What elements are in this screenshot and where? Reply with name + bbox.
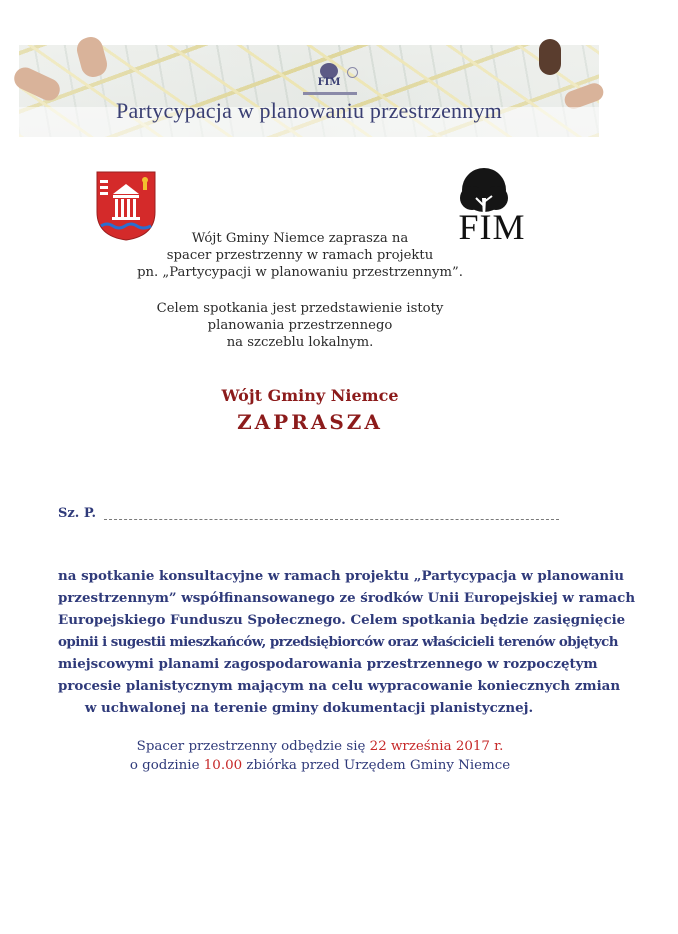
purpose-paragraph [130,300,470,351]
addressee-fill-line [104,519,559,520]
partner-logo-icon [347,67,358,78]
body-paragraph [58,565,636,719]
purpose-line: na szczeblu lokalnym. [226,335,374,350]
event-location: zbiórka przed Urzędem Gminy Niemce [246,758,511,773]
body-line: opinii i sugestii mieszkańców, przedsiębiorców oraz właścicieli terenów objętych [58,634,618,650]
heading-zaprasza: ZAPRASZA [237,410,383,434]
event-time-line [80,758,560,773]
purpose-line: planowania przestrzennego [207,318,393,333]
body-line: przestrzennym” współfinansowanego ze środków Unii Europejskiej w ramach [58,590,636,606]
logo-subtitle-bar [303,92,357,95]
event-time: 10.00 [203,758,243,773]
hand-decoration [74,34,109,79]
fim-small-logo [317,63,341,93]
fim-logo-text: FIM [458,207,526,247]
body-line: procesie planistycznym mającym na celu wypracowanie koniecznych zmian [58,678,621,694]
event-date: 22 września 2017 r. [369,739,504,754]
event-date-prefix: Spacer przestrzenny odbędzie się [136,739,366,754]
body-line: Europejskiego Funduszu Społecznego. Celem spotkania będzie zasięgnięcie [58,612,626,628]
banner-logo-text: FIM [317,77,341,88]
heading-wojt: Wójt Gminy Niemce [221,386,399,405]
hand-decoration [539,39,561,75]
body-line: na spotkanie konsultacyjne w ramach projektu „Partycypacja w planowaniu [58,568,624,584]
event-date-line [80,739,560,754]
event-time-prefix: o godzinie [129,758,200,773]
banner-title: Partycypacja w planowaniu przestrzennym [116,98,502,123]
intro-line: pn. „Partycypacji w planowaniu przestrzennym”. [137,265,463,280]
intro-paragraph [130,230,470,281]
header-banner [19,45,599,137]
body-last-line: w uchwalonej na terenie gminy dokumentacji planistycznej. [84,700,534,716]
purpose-line: Celem spotkania jest przedstawienie istoty [156,301,444,316]
addressee-label: Sz. P. [58,506,96,521]
intro-line: spacer przestrzenny w ramach projektu [166,248,434,263]
intro-line: Wójt Gminy Niemce zaprasza na [191,231,409,246]
body-line: miejscowymi planami zagospodarowania przestrzennego w rozpoczętym [58,656,598,672]
